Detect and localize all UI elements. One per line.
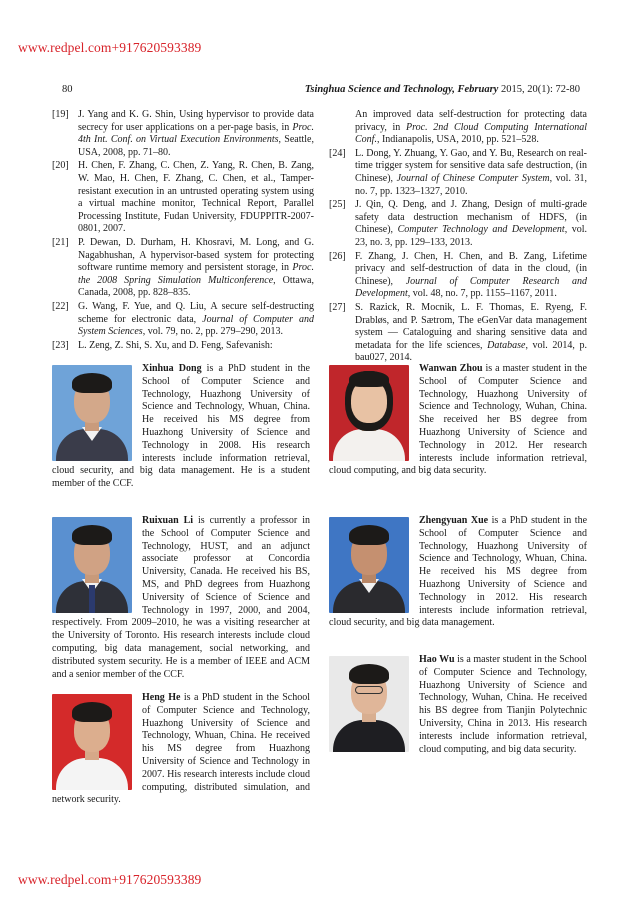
reference-text: P. Dewan, D. Durham, H. Khosravi, M. Long, and G. Nagabhushan, A hypervisor-based system for protecting software runtime memory and persistent storage, in	[78, 236, 314, 274]
reference-25	[329, 199, 587, 249]
reference-26	[329, 251, 587, 301]
reference-text: J. Qin, Q. Deng, and J. Zhang, Design of multi-grade safety data destruction mechanism of HDFS, (in Chinese),	[355, 199, 587, 236]
author-name: Hao Wu	[419, 654, 455, 665]
author-photo	[329, 656, 409, 752]
reference-venue: Proc. 2nd Cloud Computing International Conf.	[355, 121, 587, 146]
reference-number: [22]	[52, 300, 69, 312]
reference-tail: , vol. 31, no. 7, pp. 1323–1327, 2010.	[355, 172, 588, 197]
reference-venue: Proc. 4th Int. Conf. on Virtual Execution Environments	[78, 121, 314, 146]
reference-venue: Database	[487, 339, 526, 351]
reference-text: F. Zhang, J. Chen, H. Chen, and B. Zang, Lifetime privacy and self-destruction of data in the cloud, (in Chinese),	[355, 250, 587, 287]
reference-tail: , vol. 48, no. 7, pp. 1155–1167, 2011.	[407, 288, 557, 300]
references-left-column	[52, 109, 314, 353]
reference-tail: , Ottawa, Canada, 2008, pp. 828–835.	[78, 274, 314, 299]
author-name: Zhengyuan Xue	[419, 515, 489, 526]
reference-number: [21]	[52, 236, 69, 248]
reference-number: [23]	[52, 339, 69, 351]
references-right-column	[329, 109, 587, 366]
reference-number: [24]	[329, 147, 346, 159]
watermark-bottom: www.redpel.com+917620593389	[18, 872, 202, 887]
reference-23	[52, 340, 314, 353]
reference-text: L. Zeng, Z. Shi, S. Xu, and D. Feng, Safevanish:	[78, 339, 273, 351]
author-photo	[52, 694, 132, 790]
reference-number: [25]	[329, 199, 346, 211]
reference-text: L. Dong, Y. Zhuang, Y. Gao, and Y. Bu, Research on real-time trigger system for sensitive data safe destruction, (in Chinese),	[355, 147, 587, 184]
reference-tail: , Indianapolis, USA, 2010, pp. 521–528.	[376, 134, 539, 146]
bio-heng-he	[52, 692, 310, 807]
reference-22	[52, 301, 314, 339]
author-photo	[329, 517, 409, 613]
journal-issue: 2015, 20(1): 72-80	[498, 84, 580, 95]
author-name: Ruixuan Li	[142, 515, 194, 526]
reference-23-continued	[329, 109, 587, 147]
reference-27	[329, 302, 587, 365]
author-photo	[329, 365, 409, 461]
author-bio-text: is a master student in the School of Computer Science and Technology, Huazhong University of Science and Technology, Wuhan, China. She received her BS degree from Huazhong University of Science and Technology in 2012. Her research interests include information retrieval, cloud computing, and big data security.	[329, 363, 587, 477]
author-bio-text: is currently a professor in the School of Computer Science and Technology, HUST, and an adjunct associate professor at Concordia University, Canada. He received his BS, MS, and PhD degrees from Huazhong University of Science of Science and Technology in 1997, 2000, and 2004, respectively. From 2009–2010, he was a visiting researcher at the University of Toronto. His research interests include cloud computing, big data management, social networking, and distributed system security. He is a member of IEEE and ACM and a senior member of the CCF.	[52, 515, 310, 680]
bio-hao-wu	[329, 654, 587, 756]
reference-text: An improved data self-destruction for protecting data privacy, in	[355, 109, 587, 133]
reference-venue: Journal of Chinese Computer System	[396, 172, 550, 184]
reference-text: G. Wang, F. Yue, and Q. Liu, A secure self-destructing scheme for electronic data,	[78, 300, 314, 325]
reference-number: [26]	[329, 250, 346, 262]
author-bio-text: is a PhD student in the School of Computer Science and Technology, Huazhong University of Science and Technology, Whuan, China. He received his MS degree from Huazhong University of Science and Technology in 2007. His research interests include cloud computing, distributed simulation, and network security.	[52, 692, 310, 806]
author-name: Xinhua Dong	[142, 363, 202, 374]
bio-xinhua-dong	[52, 363, 310, 491]
reference-20	[52, 160, 314, 236]
bio-ruixuan-li	[52, 515, 310, 681]
reference-tail: , vol. 23, no. 3, pp. 129–133, 2013.	[355, 224, 588, 248]
bio-wanwan-zhou	[329, 363, 587, 478]
reference-24	[329, 148, 587, 198]
reference-19	[52, 109, 314, 159]
author-photo	[52, 517, 132, 613]
reference-venue: Journal of Computer and System Sciences	[78, 313, 314, 338]
reference-venue: Proc. the 2008 Spring Simulation Multiconference	[78, 262, 314, 286]
reference-text: J. Yang and K. G. Shin, Using hypervisor to provide data secrecy for user applications on a per-page basis, in	[78, 109, 314, 133]
journal-name: Tsinghua Science and Technology, February	[304, 84, 499, 95]
reference-venue: Journal of Computer Research and Development	[355, 275, 588, 300]
reference-tail: , vol. 79, no. 2, pp. 279–290, 2013.	[142, 326, 283, 338]
reference-number: [20]	[52, 160, 69, 172]
author-name: Wanwan Zhou	[419, 363, 483, 374]
reference-number: [19]	[52, 109, 69, 120]
bio-zhengyuan-xue	[329, 515, 587, 630]
reference-text: H. Chen, F. Zhang, C. Chen, Z. Yang, R. Chen, B. Zang, W. Mao, H. Chen, F. Zhang, C. Chen, et al., Tamper-resistant execution in an untrusted operating system using a virtual machine monitor, Technical Report, Parallel Processing Institute, Fudan University, FDUPPITR-2007-0801, 2007.	[78, 160, 314, 235]
author-bio-text: is a PhD student in the School of Computer Science and Technology, Huazhong University of Science and Technology, Whuan, China. He received his MS degree from Huazhong University of Science and Technology in 2012. His research interests include information retrieval, cloud security, and big data management.	[329, 515, 588, 629]
reference-number: [27]	[329, 301, 346, 313]
author-bio-text: is a PhD student in the School of Computer Science and Technology, Huazhong University of Science and Technology, Whuan, China. He received his MS degree from Huazhong University of Science and Technology in 2008. His research interests include information retrieval, cloud security, and big data management. He is a student member of the CCF.	[52, 363, 310, 490]
reference-venue: Computer Technology and Development	[397, 224, 565, 236]
author-bio-text: is a master student in the School of Computer Science and Technology, Huazhong University of Science and Technology, Wuhan, China. He received his BS degree from Tianjin Polytechnic University, China in 2013. His research interests include information retrieval, cloud computing, and big data security.	[419, 654, 587, 755]
author-name: Heng He	[142, 692, 181, 703]
author-photo	[52, 365, 132, 461]
watermark-top: www.redpel.com+917620593389	[18, 40, 202, 55]
reference-tail: , Seattle, USA, 2008, pp. 71–80.	[78, 134, 314, 158]
reference-tail: , vol. 2014, p. bau027, 2014.	[355, 339, 588, 364]
reference-text: S. Razick, R. Mocnik, L. F. Thomas, E. Ryeng, F. Drabløs, and P. Sætrom, The eGenVar data management system — Cataloguing and sharing sensitive data and metadata for the life sciences,	[355, 301, 587, 351]
reference-21	[52, 237, 314, 300]
page-number: 80	[62, 84, 73, 95]
running-head	[305, 84, 580, 95]
